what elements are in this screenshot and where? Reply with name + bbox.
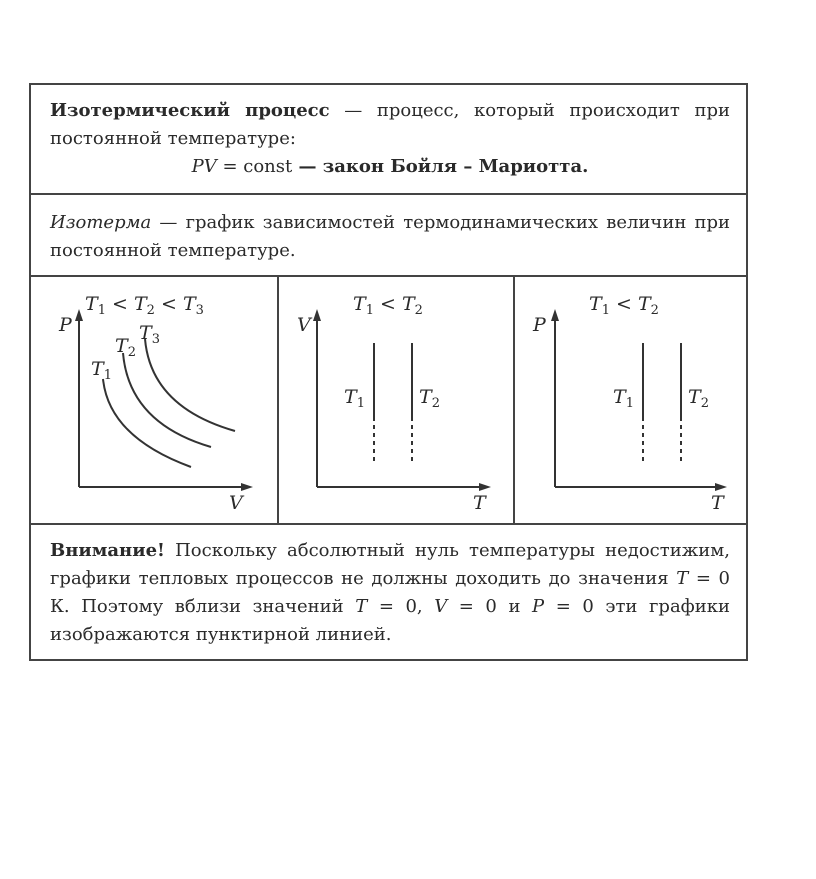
y-axis-label: P bbox=[533, 314, 546, 336]
isotherm-definition-text bbox=[50, 209, 730, 265]
formula-const: = const bbox=[216, 156, 293, 177]
info-table bbox=[29, 83, 748, 661]
line-label-t1: $T_1$ bbox=[613, 386, 634, 411]
graphs-row bbox=[31, 277, 746, 525]
y-axis-label: V bbox=[297, 314, 311, 336]
term-isothermal-process: Изотермический процесс bbox=[50, 100, 330, 121]
curve-label-t3: $T_3$ bbox=[139, 322, 160, 347]
x-axis-arrow-icon bbox=[479, 483, 491, 491]
isothermal-definition-block bbox=[31, 85, 746, 195]
y-axis-arrow-icon bbox=[551, 309, 559, 321]
graph-pv-cell bbox=[31, 277, 279, 523]
x-axis-label: T bbox=[473, 492, 486, 514]
graph-pt bbox=[515, 277, 748, 525]
line-label-t2: $T_2$ bbox=[419, 386, 440, 411]
graph-pt-cell bbox=[515, 277, 746, 523]
attention-text bbox=[50, 537, 730, 649]
graph-vt bbox=[279, 277, 513, 525]
attention-text-part5: = 0 эти графики изображаются пунктирной линией. bbox=[50, 596, 731, 645]
x-axis-label: T bbox=[711, 492, 724, 514]
law-name: — закон Бойля – Мариотта. bbox=[292, 156, 589, 177]
graph-vt-cell bbox=[279, 277, 515, 523]
isotherm-curve-t1 bbox=[103, 379, 191, 467]
attention-text-part2: = 0 К. Поэтому вблизи значений bbox=[50, 568, 730, 617]
symbol-t: T bbox=[676, 568, 689, 589]
curve-label-t1: $T_1$ bbox=[91, 358, 112, 383]
graph-pv-condition: $T_1 < T_2 < T_3$ bbox=[85, 293, 204, 318]
curve-label-t2: $T_2$ bbox=[115, 335, 136, 360]
attention-text-part4: = 0 и bbox=[447, 596, 533, 617]
attention-block bbox=[31, 525, 746, 659]
formula-pv: PV bbox=[191, 156, 217, 177]
attention-label: Внимание! bbox=[50, 540, 165, 561]
y-axis-arrow-icon bbox=[313, 309, 321, 321]
symbol-v: V bbox=[434, 596, 448, 617]
line-label-t2: $T_2$ bbox=[688, 386, 709, 411]
isotherm-curve-t2 bbox=[123, 353, 211, 447]
x-axis-label: V bbox=[229, 492, 243, 514]
isothermal-definition-text bbox=[50, 97, 730, 181]
symbol-t2: T bbox=[355, 596, 368, 617]
isotherm-curve-t3 bbox=[145, 339, 235, 431]
x-axis-arrow-icon bbox=[715, 483, 727, 491]
term-isotherm: Изотерма bbox=[50, 212, 152, 233]
graph-pv bbox=[31, 277, 277, 525]
graph-pt-condition: $T_1 < T_2$ bbox=[589, 293, 659, 318]
graph-vt-condition: $T_1 < T_2$ bbox=[353, 293, 423, 318]
y-axis-arrow-icon bbox=[75, 309, 83, 321]
isotherm-definition: — график зависимостей термодинамических величин при постоянной температуре. bbox=[50, 212, 730, 261]
y-axis-label: P bbox=[59, 314, 72, 336]
attention-text-part3: = 0, bbox=[367, 596, 435, 617]
symbol-p: P bbox=[532, 596, 545, 617]
attention-text-part1: Поскольку абсолютный нуль температуры недостижим, графики тепловых процессов не должны доходить до значения bbox=[50, 540, 730, 589]
isothermal-definition: — процесс, который происходит при постоянной температуре: bbox=[50, 100, 730, 149]
boyle-mariotte-law bbox=[50, 153, 730, 181]
isotherm-definition-block bbox=[31, 195, 746, 277]
line-label-t1: $T_1$ bbox=[344, 386, 365, 411]
x-axis-arrow-icon bbox=[241, 483, 253, 491]
